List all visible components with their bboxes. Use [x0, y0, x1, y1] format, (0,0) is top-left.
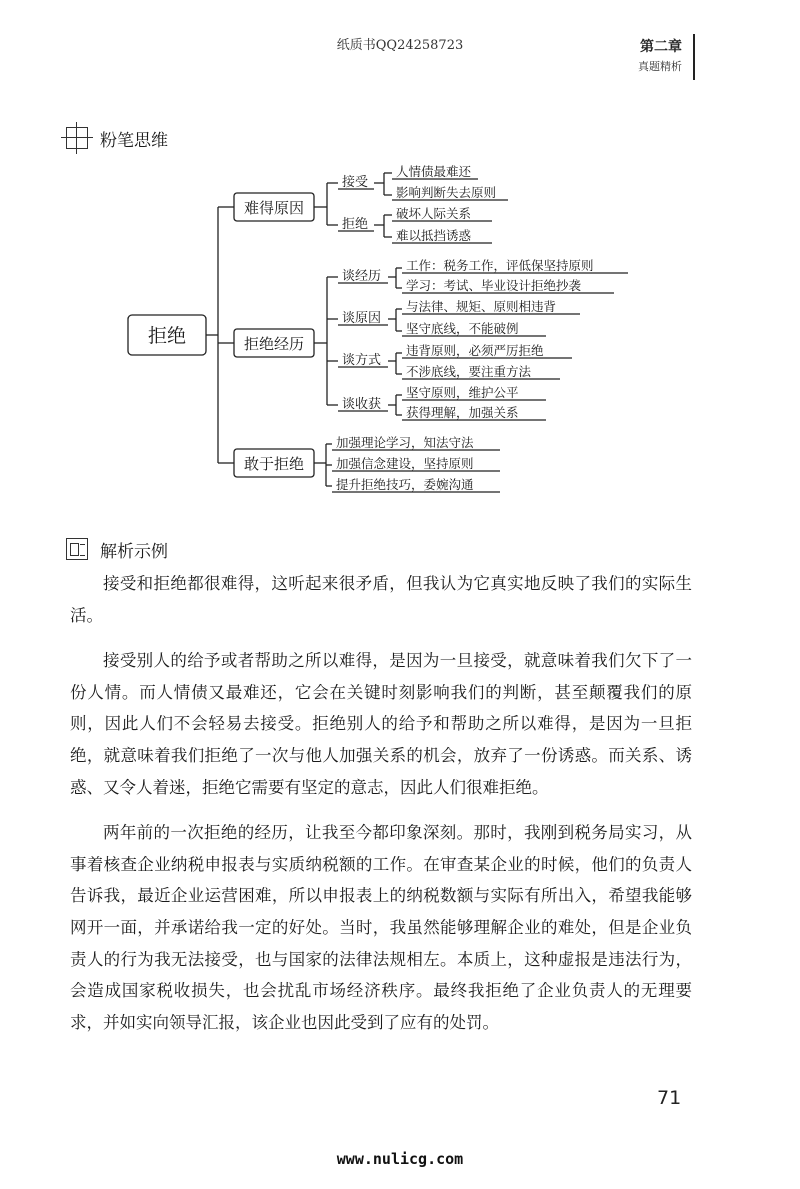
article-body	[70, 568, 692, 1052]
mindmap-leaf: 加强理论学习，知法守法	[336, 435, 474, 450]
mindmap-leaf: 与法律、规矩、原则相违背	[406, 299, 557, 314]
mindmap-root: 拒绝	[147, 325, 187, 347]
mindmap-leaf: 坚守原则，维护公平	[406, 385, 519, 400]
document-icon	[66, 538, 88, 560]
section-title-analysis	[66, 535, 168, 563]
mindmap-leaf: 人情债最难还	[396, 164, 472, 179]
mindmap-leaf: 难以抵挡诱惑	[396, 228, 472, 243]
mindmap-node-reasons: 难得原因	[243, 199, 305, 217]
mindmap-leaf: 加强信念建设，坚持原则	[336, 456, 474, 471]
paragraph: 两年前的一次拒绝的经历，让我至今都印象深刻。那时，我刚到税务局实习，从事着核查企业纳税申报表与实质纳税额的工作。在审查某企业的时候，他们的负责人告诉我，最近企业运营困难，所以申报表上的纳税数额与实际有所出入，希望我能够网开一面，并承诺给我一定的好处。当时，我虽然能够理解企业的难处，但是企业负责人的行为我无法接受，也与国家的法律法规相左。本质上，这种虚报是违法行为，会造成国家税收损失，也会扰乱市场经济秩序。最终我拒绝了企业负责人的无理要求，并如实向领导汇报，该企业也因此受到了应有的处罚。	[70, 823, 692, 1032]
paragraph: 接受和拒绝都很难得，这听起来很矛盾，但我认为它真实地反映了我们的实际生活。	[70, 574, 692, 625]
section-title-thinking-text: 粉笔思维	[100, 130, 168, 151]
header-watermark: 纸质书QQ24258723	[336, 38, 464, 53]
mindmap-node-experience: 拒绝经历	[243, 335, 305, 353]
header-chapter: 第二章	[640, 39, 682, 55]
paragraph: 接受别人的给予或者帮助之所以难得，是因为一旦接受，就意味着我们欠下了一份人情。而人情债又最难还，它会在关键时刻影响我们的判断，甚至颠覆我们的原则，因此人们不会轻易去接受。拒绝别人的给予和帮助之所以难得，是因为一旦拒绝，就意味着我们拒绝了一次与他人加强关系的机会，放弃了一份诱惑。而关系、诱惑、又令人着迷，拒绝它需要有坚定的意志，因此人们很难拒绝。	[70, 651, 692, 797]
mind-map	[0, 0, 800, 560]
section-title-analysis-text: 解析示例	[100, 541, 168, 562]
mindmap-leaf: 影响判断失去原则	[396, 185, 497, 200]
mindmap-leaf: 工作：税务工作，评低保坚持原则	[406, 258, 594, 273]
mindmap-leaf: 获得理解，加强关系	[406, 405, 519, 420]
footer-url: www.nulicg.com	[336, 1150, 464, 1168]
mindmap-leaf: 坚守底线，不能破例	[406, 321, 519, 336]
mindmap-leaf: 违背原则，必须严厉拒绝	[406, 343, 544, 358]
mindmap-leaf: 学习：考试、毕业设计拒绝抄袭	[406, 278, 582, 293]
header-chapter-sub: 真题精析	[638, 60, 682, 73]
page-number: 71	[657, 1087, 682, 1109]
mindmap-leaf: 破坏人际关系	[396, 206, 472, 221]
mindmap-sub-reason: 谈原因	[342, 311, 382, 326]
mindmap-node-dare: 敢于拒绝	[243, 455, 305, 473]
mindmap-sub-refuse: 拒绝	[342, 217, 369, 232]
mindmap-sub-accept: 接受	[342, 175, 369, 190]
mindmap-sub-experience: 谈经历	[342, 269, 382, 284]
mindmap-sub-gain: 谈收获	[342, 397, 382, 412]
mindmap-sub-method: 谈方式	[342, 353, 382, 368]
mindmap-leaf: 不涉底线，要注重方法	[406, 364, 532, 379]
mindmap-leaf: 提升拒绝技巧，委婉沟通	[336, 477, 474, 492]
